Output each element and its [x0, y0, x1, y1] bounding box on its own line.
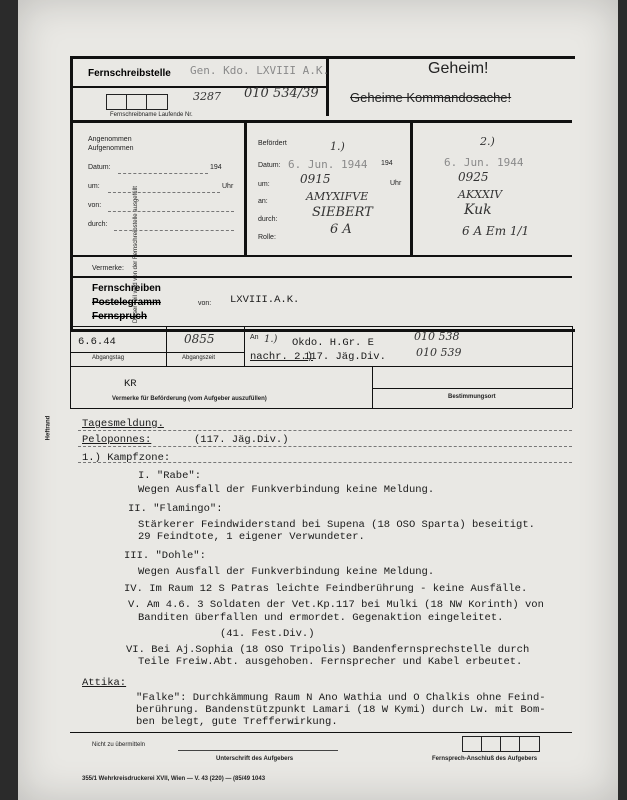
- angenommen-label: Angenommen: [88, 136, 132, 143]
- nicht-uebermitteln: Nicht zu übermitteln: [92, 742, 146, 748]
- bef-rolle-label: Rolle:: [258, 234, 276, 241]
- telegram-form: [18, 0, 618, 800]
- body-line: "Falke": Durchkämmung Raum N Ano Wathia und O Chalkis ohne Feind-: [136, 692, 546, 704]
- bef-an-label: an:: [258, 198, 268, 205]
- bef-year: 194: [381, 160, 393, 167]
- body-line: IV. Im Raum 12 S Patras leichte Feindberührung - keine Ausfälle.: [124, 583, 528, 595]
- body-line: V. Am 4.6. 3 Soldaten der Vet.Kp.117 bei Mulki (18 NW Korinth) von: [128, 599, 544, 611]
- an-line2: 117. Jäg.Div.: [304, 351, 386, 363]
- ang-year: 194: [210, 164, 222, 171]
- body-line: Attika:: [82, 677, 127, 689]
- body-line: III. "Dohle":: [124, 550, 206, 562]
- abgangszeit-value: 0855: [184, 332, 215, 346]
- top-stamp: Gen. Kdo. LXVIII A.K.: [190, 64, 330, 77]
- an-line2-hand: 010 539: [416, 346, 462, 359]
- body-line: VI. Bei Aj.Sophia (18 OSO Tripolis) Bandenfernsprechstelle durch: [126, 644, 530, 656]
- fernsprech-boxes: [462, 736, 540, 752]
- body-line: Teile Freiw.Abt. ausgehoben. Fernsprecher und Kabel erbeutet.: [138, 656, 523, 668]
- body-line: 29 Feindtote, 1 eigener Verwundeter.: [138, 531, 365, 543]
- bef-durch-hand2: Kuk: [464, 202, 492, 218]
- fernschreiben-von-label: von:: [198, 300, 212, 307]
- an-line1-num: 1.): [264, 334, 278, 345]
- body-line: II. "Flamingo":: [128, 503, 223, 515]
- fernschreiben-label: Fernschreiben: [92, 283, 161, 294]
- bef-rolle-hand2: 6 A Em 1/1: [462, 224, 530, 238]
- ang-uhr: Uhr: [222, 183, 234, 190]
- laufende-nr-label: Fernschreibname Laufende Nr.: [110, 112, 193, 118]
- an-label: An: [250, 334, 259, 341]
- body-kampfzone: 1.) Kampfzone:: [82, 452, 171, 464]
- bef-um-label: um:: [258, 181, 270, 188]
- abgangstag-value: 6.6.44: [78, 336, 116, 348]
- ang-durch-label: durch:: [88, 221, 108, 228]
- body-line: Wegen Ausfall der Funkverbindung keine Meldung.: [138, 566, 435, 578]
- bef-rolle-hand1: 6 A: [330, 222, 352, 237]
- befoerdert-label: Befördert: [258, 140, 287, 147]
- bef-datum-stamp2: 6. Jun. 1944: [444, 156, 524, 169]
- bef-datum-stamp1: 6. Jun. 1944: [288, 158, 368, 171]
- laufende-nr-boxes: [106, 94, 168, 110]
- bef-col1-num: 1.): [330, 140, 345, 153]
- vermerke-label: Vermerke:: [92, 265, 124, 272]
- body-line: berührung. Bandenstützpunkt Lamari (18 W Kymi) durch Lw. mit Bom-: [136, 704, 546, 716]
- bef-um-hand2: 0925: [458, 170, 489, 184]
- body-peloponnes-div: (117. Jäg.Div.): [194, 434, 289, 446]
- an-line2-prefix: nachr. 2.): [250, 351, 314, 363]
- body-peloponnes: Peloponnes:: [82, 434, 152, 446]
- bef-durch-label: durch:: [258, 216, 278, 223]
- bef-an-hand2: AKXXIV: [458, 188, 503, 201]
- message-number-hand: 010 534/39: [244, 86, 319, 101]
- fernsprech-label: Fernsprech-Anschluß des Aufgebers: [432, 756, 538, 762]
- body-line: (41. Fest.Div.): [220, 628, 315, 640]
- body-line: Stärkerer Feindwiderstand bei Supena (18 OSO Sparta) beseitigt.: [138, 519, 535, 531]
- heftrand-label: Heftrand: [45, 415, 52, 441]
- ang-um-label: um:: [88, 183, 100, 190]
- geheime-kommandosache: Geheime Kommandosache!: [350, 90, 512, 105]
- ang-datum-label: Datum:: [88, 164, 111, 171]
- body-line: Banditen überfallen und ermordet. Gegenaktion eingeleitet.: [138, 612, 504, 624]
- an-line1-hand: 010 538: [414, 330, 460, 343]
- bef-uhr: Uhr: [390, 180, 402, 187]
- body-line: Wegen Ausfall der Funkverbindung keine Meldung.: [138, 484, 435, 496]
- fernschreibstelle-label: Fernschreibstelle: [88, 68, 171, 79]
- vermerke-befoerderung-label: Vermerke für Beförderung (vom Aufgeber auszufüllen): [112, 396, 267, 402]
- printer-imprint: 355/1 Wehrkreisdruckerei XVII, Wien — V. 43 (220) — (85/49 1043: [82, 776, 266, 782]
- laufende-nr-hand: 3287: [193, 90, 221, 103]
- aufgenommen-label: Aufgenommen: [88, 145, 134, 152]
- bef-col2-num: 2.): [480, 135, 495, 148]
- bef-datum-label: Datum:: [258, 162, 281, 169]
- bestimmungsort-label: Bestimmungsort: [448, 394, 496, 400]
- bef-durch-hand1: SIEBERT: [312, 205, 373, 220]
- fernspruch-label: Fernspruch: [92, 311, 148, 322]
- bef-an-hand1: AMYXIFVE: [306, 190, 369, 203]
- geheim-label: Geheim!: [428, 60, 489, 77]
- abgangstag-label: Abgangstag: [92, 355, 125, 361]
- body-line: I. "Rabe":: [138, 470, 202, 482]
- an-line1: Okdo. H.Gr. E: [292, 337, 374, 349]
- abgangszeit-label: Abgangszeit: [182, 355, 216, 361]
- body-title: Tagesmeldung.: [82, 418, 164, 430]
- unterschrift-label: Unterschrift des Aufgebers: [216, 756, 294, 762]
- ang-von-label: von:: [88, 202, 102, 209]
- fernschreiben-von-value: LXVIII.A.K.: [230, 294, 300, 306]
- vermerke-kr: KR: [124, 378, 137, 390]
- postelegramm-label: Postelegramm: [92, 297, 161, 308]
- body-line: ben belegt, gute Trefferwirkung.: [136, 716, 338, 728]
- bef-um-hand1: 0915: [300, 172, 331, 186]
